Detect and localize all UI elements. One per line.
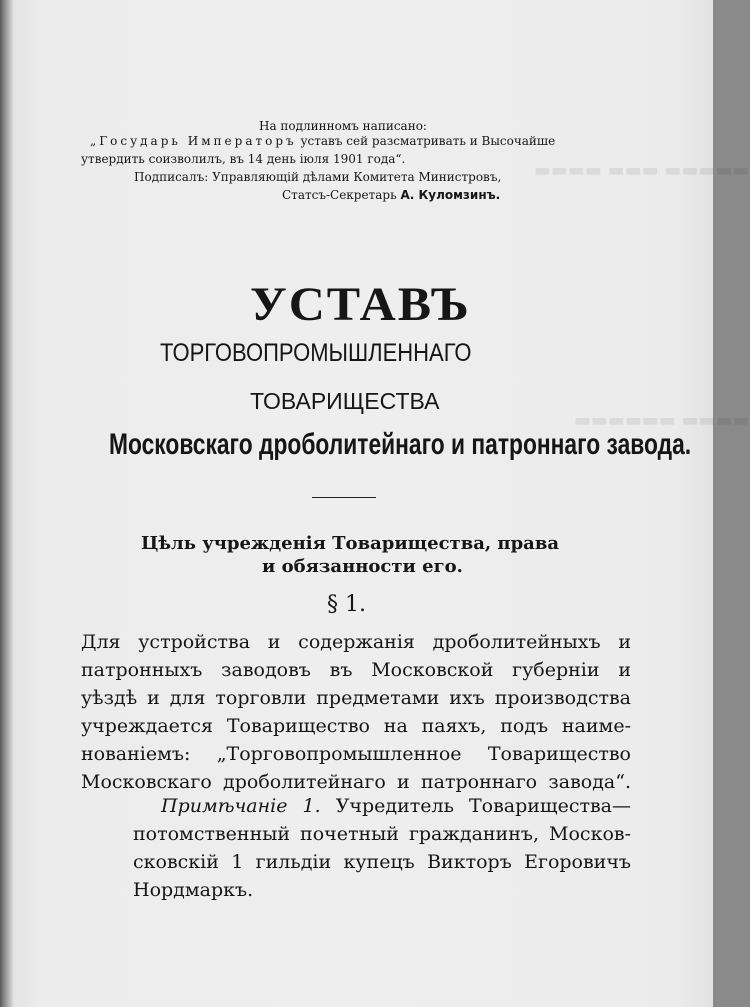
title-subtitle-1: ТОРГОВОПРОМЫШЛЕННАГО <box>160 339 472 367</box>
paragraph-line: учреждается Товарищество на паяхъ, подъ наиме- <box>81 715 631 737</box>
note-line-1-rest: Учредитель Товарищества— <box>335 795 631 817</box>
bleed-through-texture: ▬▬▬▬ ▬▬▬▬▬▬ <box>574 410 750 431</box>
preamble-line-2-rest: уставъ сей разсматривать и Высочайше <box>300 134 556 148</box>
paragraph-line: Для устройства и содержанія дроболитейныхъ и <box>81 631 631 653</box>
paragraph-line: уѣздѣ и для торговли предметами ихъ производства <box>81 687 631 709</box>
note-line: Нордмаркъ. <box>133 879 254 901</box>
title-factory-name: Московскаго дроболитейнаго и патроннаго завода. <box>109 428 692 461</box>
note-line: сковскій 1 гильдіи купецъ Викторъ Егоровичъ <box>133 851 631 873</box>
paragraph-line: нованіемъ: „Торговопромышленное Товарищество <box>81 743 631 765</box>
preamble-signatory-name: А. Куломзинъ. <box>400 188 501 202</box>
preamble-line-3: утвердить соизволилъ, въ 14 день іюля 1901 года“. <box>81 152 406 166</box>
section-number: § 1. <box>327 592 366 617</box>
preamble-line-1: На подлинномъ написано: <box>259 119 427 133</box>
chapter-heading-line-1: Цѣль учрежденія Товарищества, права <box>141 533 560 554</box>
document-page <box>14 0 750 1007</box>
bleed-through-texture: ▬▬▬▬▬ ▬▬▬ ▬▬▬▬ <box>534 160 750 181</box>
preamble-line-2 <box>90 134 555 148</box>
note-label: Примѣчаніе 1. <box>161 795 321 817</box>
note-line: потомственный почетный гражданинъ, Москов- <box>133 823 631 845</box>
paragraph-1 <box>81 628 631 796</box>
note-1 <box>133 792 631 904</box>
preamble-line-5 <box>282 188 500 202</box>
title-divider-rule <box>312 497 376 498</box>
preamble-line-4: Подписалъ: Управляющій дѣлами Комитета Министровъ, <box>134 170 502 184</box>
chapter-heading-line-2: и обязанности его. <box>262 556 463 577</box>
note-line <box>133 792 631 820</box>
title-subtitle-2: ТОВАРИЩЕСТВА <box>250 388 440 414</box>
preamble-signatory-title: Статсъ-Секретарь <box>282 188 397 202</box>
paragraph-line: Московскаго дроболитейнаго и патроннаго завода“. <box>81 771 631 793</box>
paragraph-line: патронныхъ заводовъ въ Московской губерніи и <box>81 659 631 681</box>
preamble-emperor: „Государь Императоръ <box>90 134 297 148</box>
document-title: УСТАВЪ <box>250 277 471 331</box>
